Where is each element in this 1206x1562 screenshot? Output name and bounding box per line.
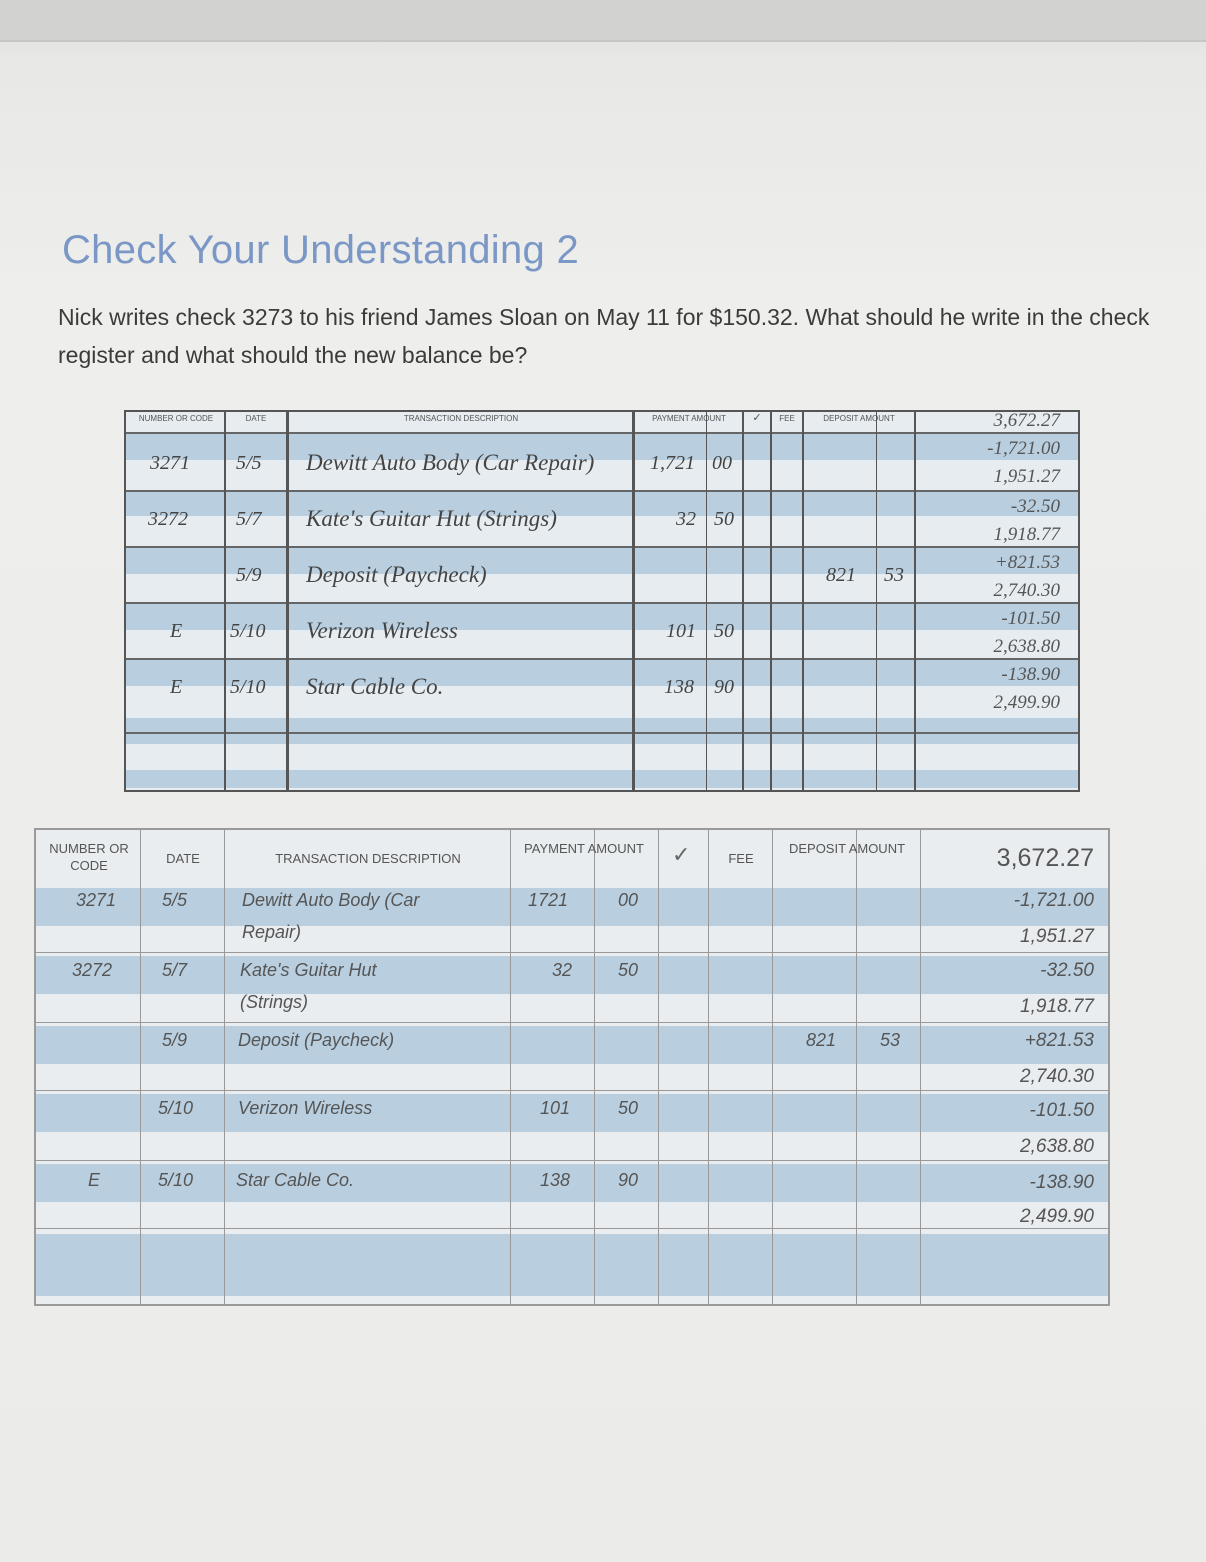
column-divider — [802, 412, 804, 790]
row-balance: 1,951.27 — [993, 466, 1060, 487]
row-date: 5/7 — [236, 508, 262, 530]
column-divider — [920, 830, 921, 1304]
starting-balance: 3,672.27 — [993, 410, 1060, 431]
top-band — [0, 0, 1206, 40]
header-fee: FEE — [779, 414, 795, 423]
row-deposit-cents: 53 — [880, 1030, 901, 1050]
column-divider — [856, 830, 857, 1304]
row-balance: 2,740.30 — [1020, 1066, 1094, 1087]
register-line — [36, 1228, 1108, 1229]
register-band — [126, 770, 1078, 788]
row-description: Star Cable Co. — [236, 1170, 355, 1190]
starting-balance: 3,672.27 — [996, 844, 1094, 872]
column-divider — [772, 830, 773, 1304]
header-description: TRANSACTION DESCRIPTION — [275, 851, 461, 866]
row-balance: 1,918.77 — [1020, 996, 1094, 1017]
header-fee: FEE — [728, 851, 754, 866]
row-change: -138.90 — [1029, 1172, 1094, 1193]
column-divider — [742, 412, 744, 790]
row-payment-cents: 90 — [714, 676, 734, 698]
row-balance: 2,638.80 — [1020, 1136, 1094, 1157]
row-description: Star Cable Co. — [306, 674, 444, 699]
row-date: 5/10 — [230, 620, 266, 642]
register-line — [126, 732, 1078, 734]
row-payment-cents: 00 — [712, 452, 732, 474]
row-payment-dollars: 1,721 — [650, 452, 695, 474]
row-number: E — [88, 1170, 101, 1190]
row-deposit-cents: 53 — [884, 564, 904, 586]
row-date: 5/5 — [162, 890, 188, 910]
row-number: 3272 — [148, 508, 188, 530]
row-payment-dollars: 101 — [540, 1098, 571, 1118]
row-date: 5/9 — [236, 564, 262, 586]
row-number: E — [170, 620, 183, 642]
column-divider — [632, 412, 635, 790]
column-divider — [708, 830, 709, 1304]
row-description-cont: (Strings) — [240, 992, 309, 1012]
row-number: 3272 — [72, 960, 113, 980]
row-payment-dollars: 138 — [664, 676, 694, 698]
register-line — [126, 658, 1078, 660]
column-divider — [286, 412, 289, 790]
page-title: Check Your Understanding 2 — [62, 228, 580, 272]
column-divider — [224, 830, 225, 1304]
row-payment-dollars: 101 — [666, 620, 696, 642]
row-payment-dollars: 1721 — [528, 890, 569, 910]
row-date: 5/10 — [230, 676, 266, 698]
check-mark-icon: ✓ — [672, 842, 691, 867]
row-deposit-dollars: 821 — [826, 564, 856, 586]
column-divider — [594, 830, 595, 1304]
header-deposit: DEPOSIT AMOUNT — [788, 841, 906, 856]
row-payment-cents: 50 — [618, 960, 639, 980]
row-change: +821.53 — [994, 552, 1060, 573]
row-payment-dollars: 32 — [676, 508, 696, 530]
top-divider — [0, 40, 1206, 42]
typed-check-register — [34, 828, 1110, 1306]
row-description: Dewitt Auto Body (Car — [242, 890, 420, 910]
row-change: -1,721.00 — [987, 438, 1060, 459]
row-payment-dollars: 138 — [540, 1170, 571, 1190]
column-divider — [510, 830, 511, 1304]
column-divider — [770, 412, 772, 790]
register-line — [126, 490, 1078, 492]
header-payment: PAYMENT AMOUNT — [524, 841, 644, 856]
row-balance: 2,638.80 — [993, 636, 1060, 657]
header-check: ✓ — [752, 412, 762, 424]
row-date: 5/5 — [236, 452, 262, 474]
row-description: Dewitt Auto Body (Car Repair) — [306, 450, 595, 475]
register-line — [126, 546, 1078, 548]
row-balance: 1,918.77 — [993, 524, 1060, 545]
row-change: +821.53 — [1024, 1030, 1094, 1051]
register-line — [126, 602, 1078, 604]
row-payment-cents: 50 — [714, 620, 734, 642]
row-balance: 2,499.90 — [993, 692, 1060, 713]
row-payment-cents: 50 — [618, 1098, 639, 1118]
row-description: Kate's Guitar Hut — [240, 960, 377, 980]
row-balance: 2,499.90 — [1020, 1206, 1094, 1227]
register-band — [36, 1234, 1108, 1296]
header-number: NUMBER OR CODE — [49, 841, 129, 873]
row-change: -32.50 — [1010, 496, 1060, 517]
row-date: 5/10 — [158, 1170, 194, 1190]
row-payment-dollars: 32 — [552, 960, 573, 980]
row-change: -138.90 — [1001, 664, 1060, 685]
row-balance: 2,740.30 — [993, 580, 1060, 601]
column-divider — [658, 830, 659, 1304]
row-number: E — [170, 676, 183, 698]
row-number: 3271 — [150, 452, 190, 474]
row-change: -1,721.00 — [1013, 890, 1094, 911]
header-date: DATE — [245, 414, 267, 423]
header-payment: PAYMENT AMOUNT — [652, 414, 726, 423]
question-text: Nick writes check 3273 to his friend James Sloan on May 11 for $150.32. What should he write in the check register and what should the new balance be? — [58, 304, 1150, 368]
row-payment-cents: 90 — [618, 1170, 639, 1190]
column-divider — [224, 412, 226, 790]
row-date: 5/9 — [162, 1030, 188, 1050]
row-description: Verizon Wireless — [306, 618, 458, 643]
column-divider — [140, 830, 141, 1304]
row-description: Deposit (Paycheck) — [238, 1030, 395, 1050]
register-line — [36, 952, 1108, 953]
row-date: 5/7 — [162, 960, 188, 980]
header-date: DATE — [166, 851, 200, 866]
column-divider — [706, 412, 707, 790]
row-description: Kate's Guitar Hut (Strings) — [306, 506, 557, 531]
register-line — [126, 432, 1078, 434]
row-description: Verizon Wireless — [238, 1098, 373, 1118]
row-change: -101.50 — [1029, 1100, 1094, 1121]
row-description-cont: Repair) — [242, 922, 302, 942]
row-change: -32.50 — [1040, 960, 1094, 981]
row-balance: 1,951.27 — [1020, 926, 1094, 947]
handwritten-check-register — [124, 410, 1080, 792]
row-date: 5/10 — [158, 1098, 194, 1118]
header-number: NUMBER OR CODE — [138, 414, 214, 423]
row-deposit-dollars: 821 — [806, 1030, 837, 1050]
register-line — [36, 1022, 1108, 1023]
register-line — [36, 1090, 1108, 1091]
row-payment-cents: 00 — [618, 890, 639, 910]
row-number: 3271 — [76, 890, 117, 910]
row-payment-cents: 50 — [714, 508, 734, 530]
register-band — [126, 718, 1078, 744]
row-description: Deposit (Paycheck) — [306, 562, 487, 587]
header-description: TRANSACTION DESCRIPTION — [403, 414, 519, 423]
register-line — [36, 1160, 1108, 1161]
header-deposit: DEPOSIT AMOUNT — [823, 414, 895, 423]
column-divider — [876, 412, 877, 790]
row-change: -101.50 — [1001, 608, 1060, 629]
